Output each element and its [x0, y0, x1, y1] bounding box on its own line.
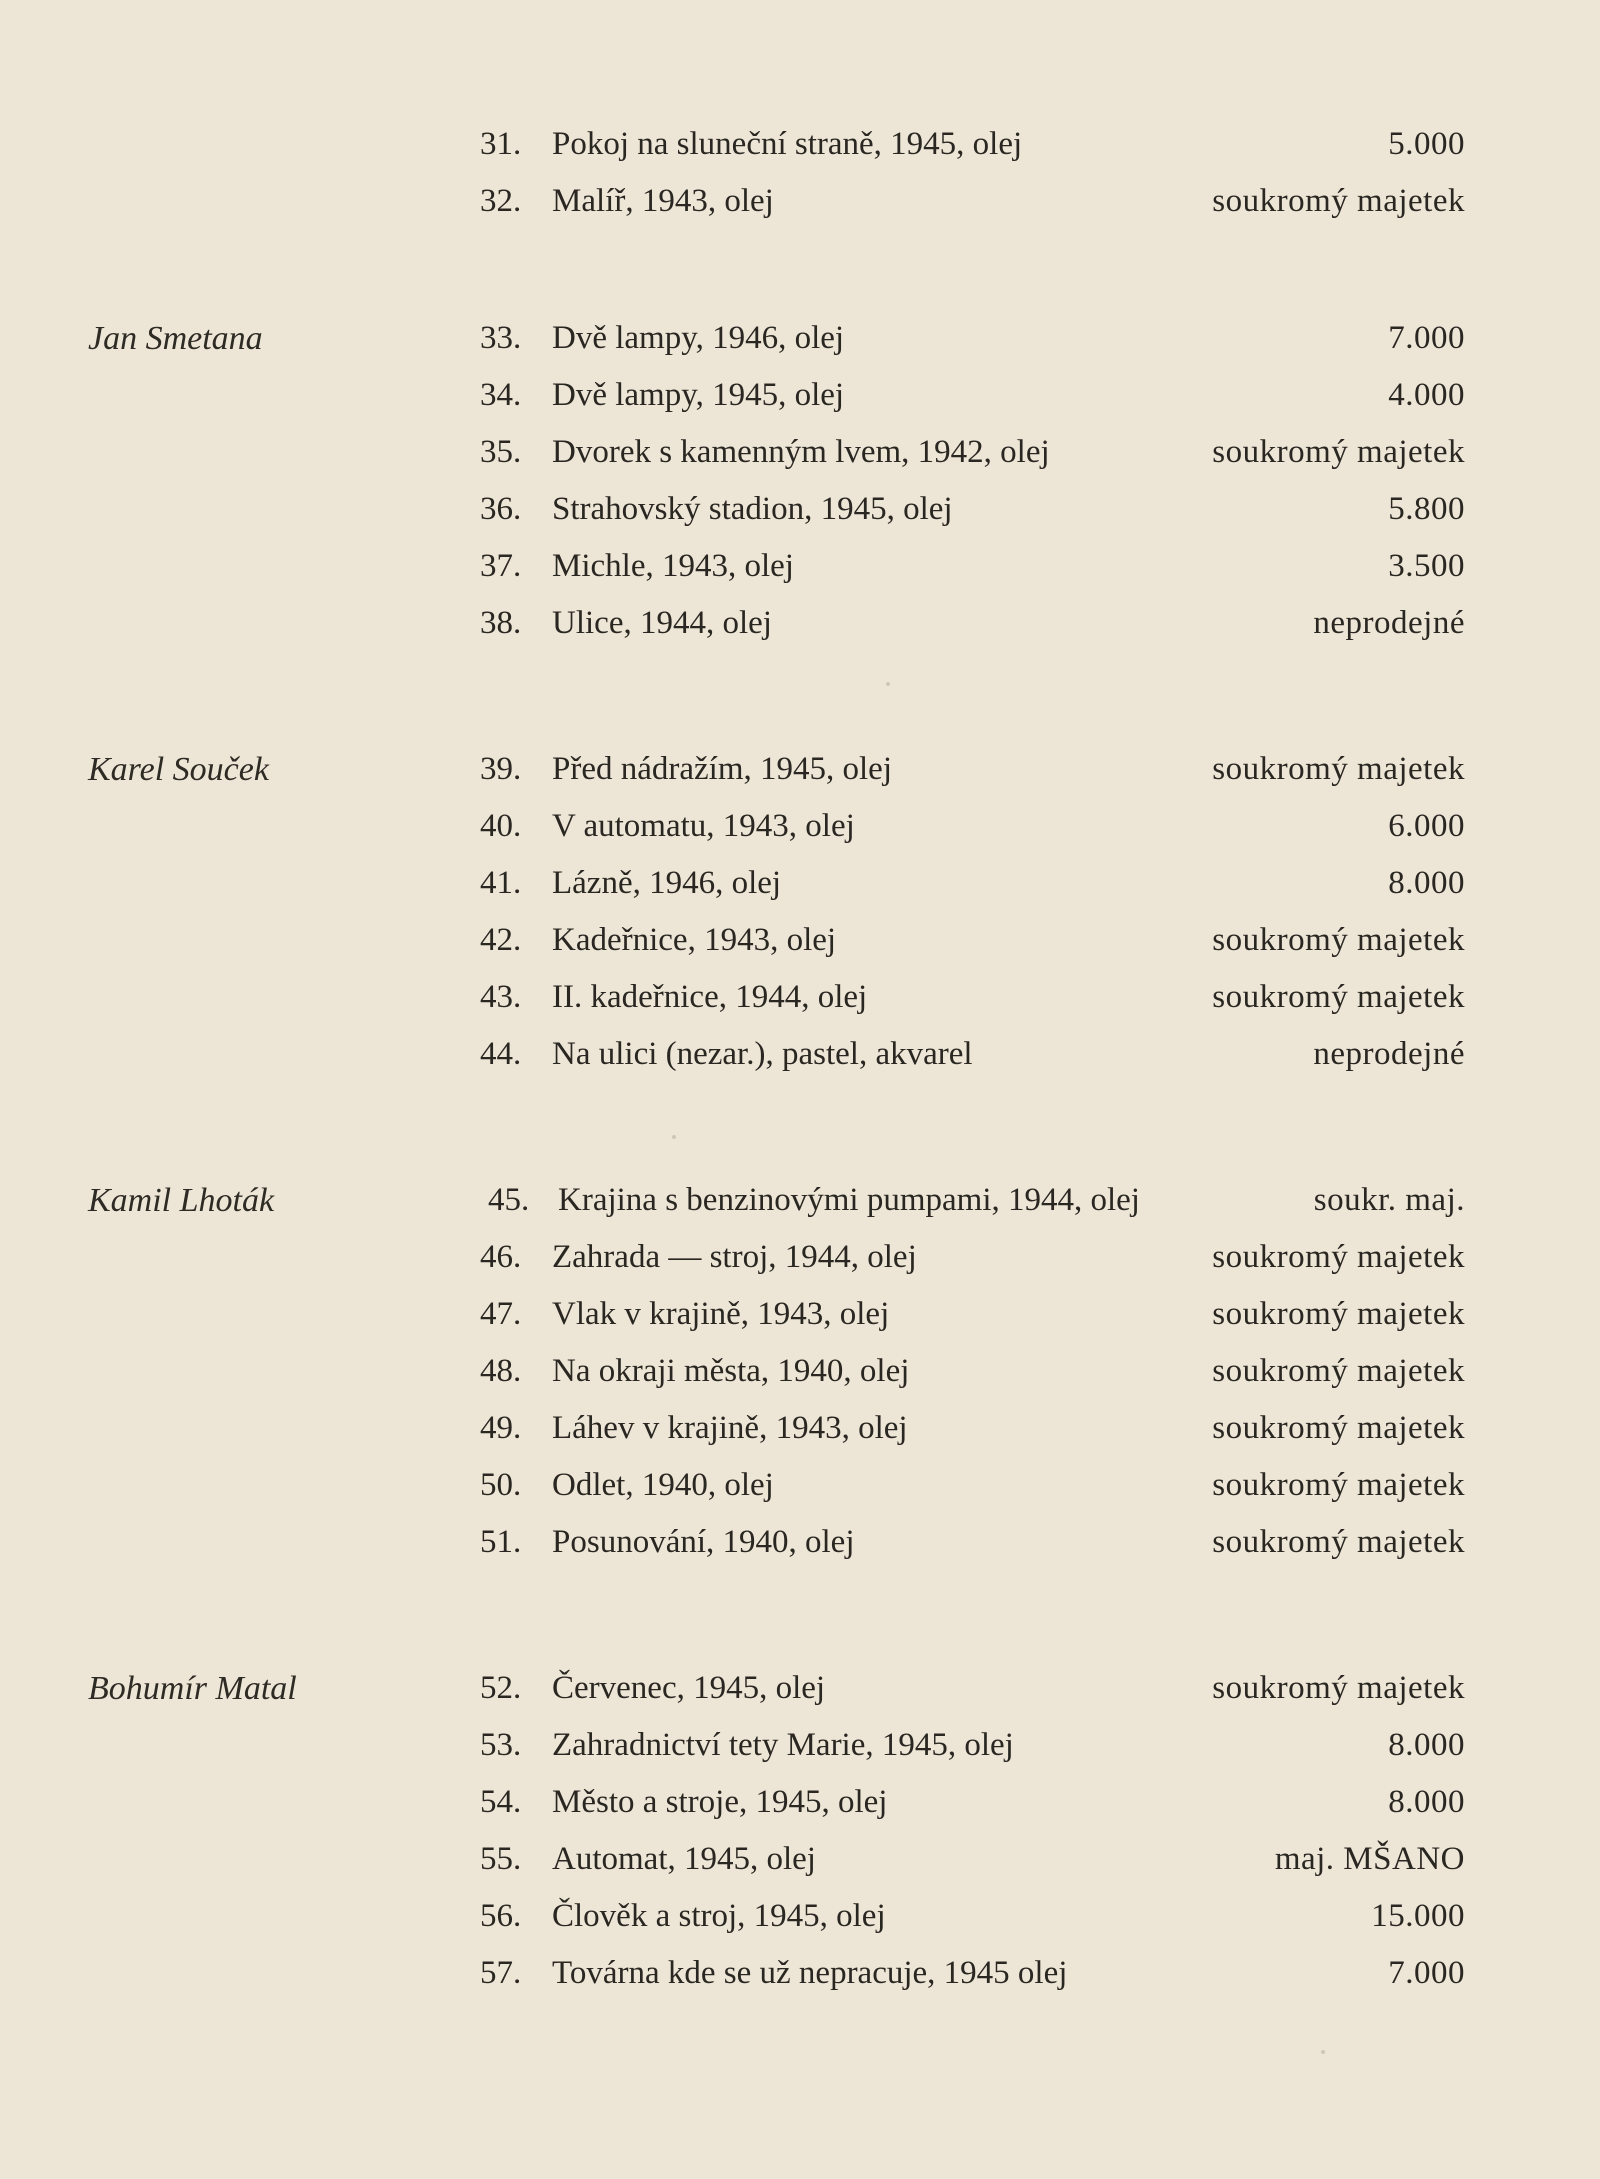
entry-number: 49. — [480, 1410, 522, 1446]
entry-title: Město a stroje, 1945, olej — [552, 1784, 888, 1820]
entry-title: Lázně, 1946, olej — [552, 865, 782, 901]
catalog-entry — [480, 481, 1465, 538]
entry-number: 56. — [480, 1898, 522, 1934]
entry-price: soukromý majetek — [1212, 1524, 1465, 1560]
paper-speck — [672, 1135, 676, 1139]
entry-price: soukromý majetek — [1212, 1410, 1465, 1446]
catalog-entry — [480, 1400, 1465, 1457]
catalog-entry — [480, 424, 1465, 481]
catalog-entry — [480, 173, 1465, 230]
catalog-entry — [480, 855, 1465, 912]
entry-price: 6.000 — [1388, 808, 1465, 844]
entry-number: 31. — [480, 126, 522, 162]
entry-title: Továrna kde se už nepracuje, 1945 olej — [552, 1955, 1068, 1991]
entry-number: 51. — [480, 1524, 522, 1560]
catalog-entry — [480, 116, 1465, 173]
entry-title: Zahrada — stroj, 1944, olej — [552, 1239, 917, 1275]
entry-price: 8.000 — [1388, 865, 1465, 901]
entry-title: Dvě lampy, 1945, olej — [552, 377, 845, 413]
entry-list — [480, 1660, 1465, 2002]
entry-list — [480, 741, 1465, 1083]
entry-price: soukromý majetek — [1212, 1296, 1465, 1332]
artist-name: Jan Smetana — [88, 320, 263, 357]
catalog-entry — [480, 310, 1465, 367]
catalog-entry — [480, 1286, 1465, 1343]
entry-title: Dvorek s kamenným lvem, 1942, olej — [552, 434, 1050, 470]
entry-price: maj. MŠANO — [1274, 1841, 1465, 1877]
entry-number: 52. — [480, 1670, 522, 1706]
entry-number: 33. — [480, 320, 522, 356]
catalog-entry — [480, 741, 1465, 798]
entry-number: 38. — [480, 605, 522, 641]
entry-number: 44. — [480, 1036, 522, 1072]
entry-price: soukromý majetek — [1212, 183, 1465, 219]
entry-list — [480, 1172, 1465, 1571]
entry-number: 43. — [480, 979, 522, 1015]
entry-number: 47. — [480, 1296, 522, 1332]
catalog-entry — [480, 1229, 1465, 1286]
entry-title: Dvě lampy, 1946, olej — [552, 320, 845, 356]
entry-title: Automat, 1945, olej — [552, 1841, 816, 1877]
entry-price: soukromý majetek — [1212, 1239, 1465, 1275]
entry-number: 35. — [480, 434, 522, 470]
entry-price: 15.000 — [1371, 1898, 1465, 1934]
catalog-entry — [480, 595, 1465, 652]
entry-title: Krajina s benzinovými pumpami, 1944, olej — [558, 1182, 1140, 1218]
entry-list — [480, 116, 1465, 230]
entry-number: 45. — [488, 1182, 530, 1218]
catalog-entry — [480, 1514, 1465, 1571]
entry-title: Kadeřnice, 1943, olej — [552, 922, 837, 958]
entry-price: 7.000 — [1388, 1955, 1465, 1991]
entry-price: soukromý majetek — [1212, 434, 1465, 470]
entry-list — [480, 310, 1465, 652]
entry-number: 40. — [480, 808, 522, 844]
catalog-entry — [480, 912, 1465, 969]
entry-title: II. kadeřnice, 1944, olej — [552, 979, 868, 1015]
entry-price: 8.000 — [1388, 1727, 1465, 1763]
entry-title: Pokoj na sluneční straně, 1945, olej — [552, 126, 1023, 162]
catalog-entry — [480, 1831, 1465, 1888]
entry-price: 7.000 — [1388, 320, 1465, 356]
entry-number: 39. — [480, 751, 522, 787]
entry-number: 32. — [480, 183, 522, 219]
paper-speck — [886, 682, 890, 686]
paper-speck — [1321, 2050, 1325, 2054]
catalog-entry — [480, 1172, 1465, 1229]
entry-price: 4.000 — [1388, 377, 1465, 413]
entry-price: neprodejné — [1313, 1036, 1465, 1072]
entry-title: Člověk a stroj, 1945, olej — [552, 1898, 886, 1934]
entry-number: 53. — [480, 1727, 522, 1763]
entry-number: 54. — [480, 1784, 522, 1820]
entry-price: soukromý majetek — [1212, 922, 1465, 958]
catalog-entry — [480, 1660, 1465, 1717]
entry-number: 50. — [480, 1467, 522, 1503]
entry-title: Před nádražím, 1945, olej — [552, 751, 892, 787]
entry-title: V automatu, 1943, olej — [552, 808, 855, 844]
entry-number: 41. — [480, 865, 522, 901]
entry-title: Zahradnictví tety Marie, 1945, olej — [552, 1727, 1014, 1763]
catalog-entry — [480, 798, 1465, 855]
entry-title: Ulice, 1944, olej — [552, 605, 772, 641]
entry-price: 5.000 — [1388, 126, 1465, 162]
entry-number: 55. — [480, 1841, 522, 1877]
catalog-entry — [480, 1774, 1465, 1831]
entry-title: Michle, 1943, olej — [552, 548, 794, 584]
entry-price: 8.000 — [1388, 1784, 1465, 1820]
entry-price: soukromý majetek — [1212, 1353, 1465, 1389]
entry-price: 5.800 — [1388, 491, 1465, 527]
artist-name: Bohumír Matal — [88, 1670, 297, 1707]
entry-title: Na okraji města, 1940, olej — [552, 1353, 910, 1389]
artist-name: Kamil Lhoták — [88, 1182, 275, 1219]
entry-title: Na ulici (nezar.), pastel, akvarel — [552, 1036, 973, 1072]
entry-price: soukr. maj. — [1313, 1182, 1465, 1218]
entry-number: 37. — [480, 548, 522, 584]
entry-price: soukromý majetek — [1212, 1670, 1465, 1706]
catalog-entry — [480, 1888, 1465, 1945]
entry-number: 57. — [480, 1955, 522, 1991]
catalog-entry — [480, 1343, 1465, 1400]
entry-number: 48. — [480, 1353, 522, 1389]
entry-number: 36. — [480, 491, 522, 527]
entry-price: 3.500 — [1388, 548, 1465, 584]
entry-title: Malíř, 1943, olej — [552, 183, 774, 219]
catalog-entry — [480, 367, 1465, 424]
catalog-entry — [480, 1945, 1465, 2002]
catalog-entry — [480, 1457, 1465, 1514]
entry-title: Odlet, 1940, olej — [552, 1467, 774, 1503]
entry-title: Strahovský stadion, 1945, olej — [552, 491, 953, 527]
entry-number: 42. — [480, 922, 522, 958]
entry-title: Posunování, 1940, olej — [552, 1524, 855, 1560]
catalog-entry — [480, 1026, 1465, 1083]
entry-number: 46. — [480, 1239, 522, 1275]
entry-title: Láhev v krajině, 1943, olej — [552, 1410, 908, 1446]
entry-price: soukromý majetek — [1212, 979, 1465, 1015]
entry-price: soukromý majetek — [1212, 1467, 1465, 1503]
catalog-entry — [480, 538, 1465, 595]
catalog-entry — [480, 1717, 1465, 1774]
entry-price: soukromý majetek — [1212, 751, 1465, 787]
entry-title: Vlak v krajině, 1943, olej — [552, 1296, 890, 1332]
entry-price: neprodejné — [1313, 605, 1465, 641]
entry-title: Červenec, 1945, olej — [552, 1670, 826, 1706]
entry-number: 34. — [480, 377, 522, 413]
artist-name: Karel Souček — [88, 751, 269, 788]
catalog-entry — [480, 969, 1465, 1026]
